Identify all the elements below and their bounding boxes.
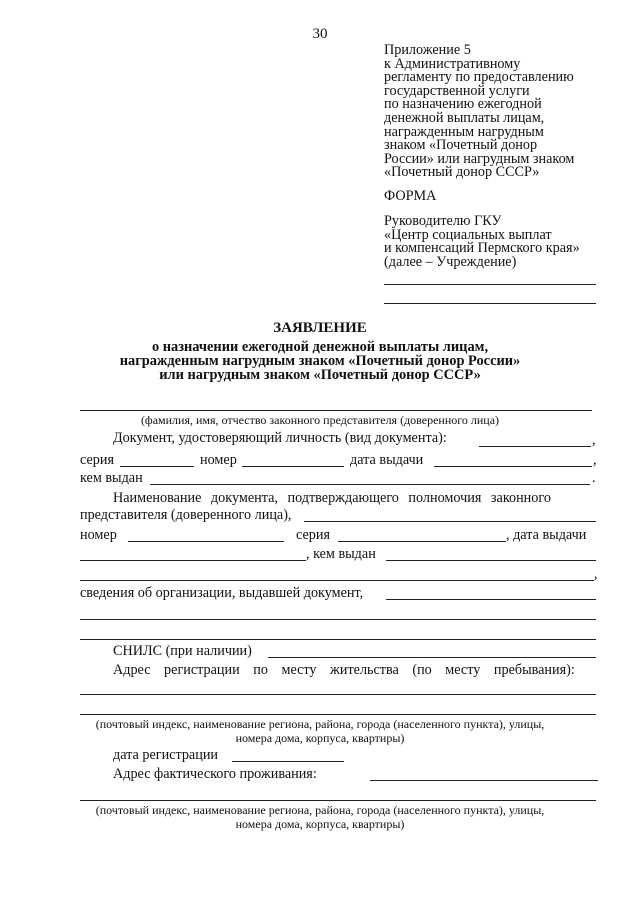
subtitle-line: или нагрудным знаком «Почетный донор СССР» <box>159 367 481 383</box>
representative-caption: (фамилия, имя, отчество законного представителя (доверенного лица) <box>140 413 500 427</box>
appendix-block <box>384 44 624 180</box>
number-label: номер <box>200 452 237 468</box>
page-number: 30 <box>312 26 328 42</box>
issue-date-field-2[interactable] <box>80 560 306 561</box>
addressee-line: «Центр социальных выплат <box>384 226 552 243</box>
appendix-line: к Административному <box>384 55 521 72</box>
applicant-name-line-2[interactable] <box>384 303 596 304</box>
subtitle-line: награжденным нагрудным знаком «Почетный донор России» <box>119 353 521 369</box>
reg-address-field-2[interactable] <box>80 714 596 715</box>
appendix-line: награжденным нагрудным <box>384 123 544 140</box>
series-field[interactable] <box>120 466 194 467</box>
period: . <box>592 470 596 486</box>
authority-doc-label: представителя (доверенного лица), <box>80 507 292 523</box>
addressee-line: (далее – Учреждение) <box>384 253 517 270</box>
org-info-field[interactable] <box>386 599 596 600</box>
subtitle-line: о назначении ежегодной денежной выплаты лицам, <box>151 339 489 355</box>
org-info-field-2[interactable] <box>80 619 596 620</box>
issue-date-label-2: , дата выдачи <box>506 527 587 543</box>
number-label-2: номер <box>80 527 117 543</box>
addressee-block <box>384 215 580 269</box>
issued-by-field-2[interactable] <box>386 560 596 561</box>
issued-by-label-2: , кем выдан <box>306 546 376 562</box>
snils-label: СНИЛС (при наличии) <box>113 643 252 659</box>
comma: , <box>592 432 596 448</box>
address-caption-2: номера дома, корпуса, квартиры) <box>235 817 405 831</box>
authority-doc-field[interactable] <box>304 521 596 522</box>
address-caption: (почтовый индекс, наименование региона, района, города (населенного пункта), улицы, <box>95 717 545 731</box>
actual-address-label: Адрес фактического проживания: <box>113 766 317 782</box>
issue-date-field[interactable] <box>434 466 592 467</box>
series-label-2: серия <box>296 527 330 543</box>
appendix-line: «Почетный донор СССР» <box>384 164 540 181</box>
actual-address-field-2[interactable] <box>80 800 596 801</box>
comma: , <box>593 452 597 468</box>
form-label: ФОРМА <box>384 188 437 204</box>
appendix-line: Приложение 5 <box>384 42 471 58</box>
snils-field[interactable] <box>268 657 596 658</box>
actual-address-field[interactable] <box>370 780 598 781</box>
number-field[interactable] <box>242 466 344 467</box>
issued-by-field[interactable] <box>150 484 590 485</box>
reg-address-field[interactable] <box>80 694 596 695</box>
appendix-line: регламенту по предоставлению <box>384 69 574 86</box>
appendix-line: России» или нагрудным знаком <box>384 150 575 167</box>
reg-date-label: дата регистрации <box>113 747 219 763</box>
appendix-line: денежной выплаты лицам, <box>384 109 545 126</box>
org-info-label: сведения об организации, выдавшей документ, <box>80 585 364 601</box>
issued-by-label: кем выдан <box>80 470 143 486</box>
series-label: серия <box>80 452 114 468</box>
appendix-line: знаком «Почетный донор <box>384 137 538 154</box>
addressee-line: Руководителю ГКУ <box>384 213 502 229</box>
address-caption: номера дома, корпуса, квартиры) <box>235 731 405 745</box>
comma: , <box>594 566 598 582</box>
series-field-2[interactable] <box>338 541 506 542</box>
reg-date-field[interactable] <box>232 761 344 762</box>
org-info-field-3[interactable] <box>80 639 596 640</box>
addressee-line: и компенсаций Пермского края» <box>384 240 580 257</box>
document-title: ЗАЯВЛЕНИЕ <box>273 320 367 336</box>
document-subtitle <box>0 340 640 382</box>
appendix-line: государственной услуги <box>384 82 530 99</box>
applicant-name-line-1[interactable] <box>384 284 596 285</box>
id-doc-type-field[interactable] <box>479 446 591 447</box>
issue-date-label: дата выдачи <box>350 452 424 468</box>
number-field-2[interactable] <box>128 541 284 542</box>
representative-name-field[interactable] <box>80 410 592 411</box>
appendix-line: по назначению ежегодной <box>384 96 542 113</box>
id-doc-label: Документ, удостоверяющий личность (вид документа): <box>113 430 447 446</box>
issued-by-field-3[interactable] <box>80 580 594 581</box>
reg-address-label: Адрес регистрации по месту жительства (по месту пребывания): <box>113 662 575 678</box>
address-caption-2: (почтовый индекс, наименование региона, района, города (населенного пункта), улицы, <box>95 803 545 817</box>
authority-doc-line <box>80 490 598 507</box>
reg-address-line <box>80 662 598 679</box>
authority-doc-text: Наименование документа, подтверждающего полномочия законного <box>113 490 551 506</box>
